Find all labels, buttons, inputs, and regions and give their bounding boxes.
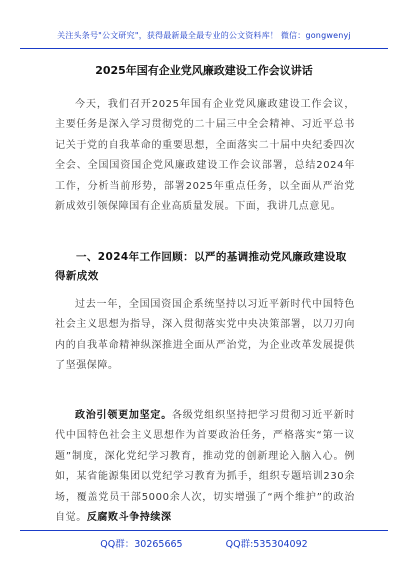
subsection-lead: 政治引领更加坚定。 (75, 410, 172, 421)
footer-divider (20, 530, 388, 531)
subsection-paragraph (55, 406, 355, 528)
section-heading: 一、2024年工作回顾：以严的基调推动党风廉政建设取得新成效 (55, 251, 347, 282)
subsection-body: 各级党组织坚持把学习贯彻习近平新时代中国特色社会主义思想作为首要政治任务，严格落实“第一议题”制度，深化党纪学习教育，推动党的创新理论入脑入心。例如，某省能源集团以党纪学习教育为抓手，组织专题培训230余场，覆盖党员干部5000余人次，切实增强了“两个维护”的政治自觉。 (55, 410, 355, 524)
footer (0, 536, 408, 550)
document-title: 2025年国有企业党风廉政建设工作会议讲话 (95, 64, 313, 77)
header-divider (20, 48, 388, 49)
footer-qq-group-1: QQ群：30265665 (100, 539, 183, 550)
subsection2-lead: 反腐败斗争持续深 (86, 512, 172, 524)
footer-qq-group-2: QQ群:535304092 (225, 539, 308, 550)
intro-paragraph: 今天，我们召开2025年国有企业党风廉政建设工作会议，主要任务是深入学习贯彻党的二十届三中全会精神、习近平总书记关于党的自我革命的重要思想，全面落实二十届中央纪委四次全会、全国国资国企党风廉政建设工作会议部署，总结2024年工作，分析当前形势，部署2025年重点任务，以全面从严治党新成效引领保障国有企业高质量发展。下面，我讲几点意见。 (55, 99, 355, 213)
section-paragraph: 过去一年，全国国资国企系统坚持以习近平新时代中国特色社会主义思想为指导，深入贯彻落实党中央决策部署，以刀刃向内的自我革命精神纵深推进全面从严治党，为企业改革发展提供了坚强保障。 (55, 299, 355, 372)
header-note: 关注头条号"公文研究"，获得最新最全最专业的公文资料库！ 微信：gongwenyj (57, 31, 351, 40)
